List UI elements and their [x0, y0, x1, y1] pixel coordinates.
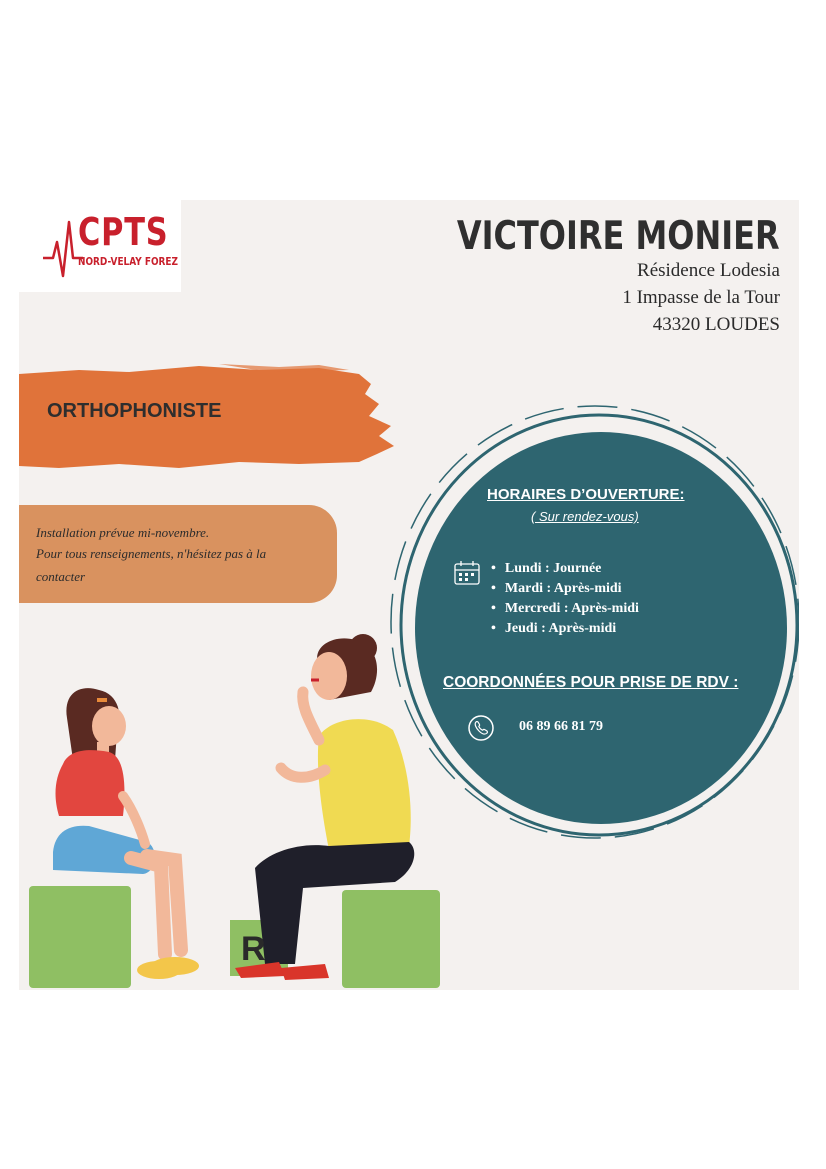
info-line-3: contacter	[36, 569, 86, 584]
phone-icon	[467, 714, 495, 742]
illustration-speech-therapy	[19, 620, 459, 990]
hours-title: HORAIRES D’OUVERTURE:	[487, 486, 685, 503]
hours-day-1: • Lundi : Journée	[491, 561, 601, 577]
cpts-logo	[19, 200, 181, 292]
hours-day-2: • Mardi : Après-midi	[491, 581, 622, 597]
address-line-3: 43320 LOUDES	[652, 314, 780, 335]
address-line-1: Résidence Lodesia	[637, 260, 780, 281]
practitioner-name: VICTOIRE MONIER	[457, 214, 780, 259]
contact-title: COORDONNÉES POUR PRISE DE RDV :	[443, 674, 739, 691]
left-cube	[29, 886, 131, 988]
specialty-label: ORTHOPHONISTE	[47, 400, 222, 422]
address-line-2: 1 Impasse de la Tour	[622, 287, 780, 308]
hours-subtitle: ( Sur rendez-vous)	[531, 509, 639, 524]
calendar-icon	[453, 560, 481, 586]
card-letter: R	[241, 930, 266, 968]
hours-day-3: • Mercredi : Après-midi	[491, 601, 639, 617]
heartbeat-icon	[43, 214, 83, 284]
right-cube	[342, 890, 440, 988]
info-line-1: Installation prévue mi-novembre.	[36, 525, 210, 540]
poster	[19, 200, 799, 990]
info-line-2: Pour tous renseignements, n'hésitez pas à la	[36, 546, 267, 561]
phone-number: 06 89 66 81 79	[519, 719, 603, 734]
logo-name: CPTS	[78, 210, 169, 254]
hours-day-4: • Jeudi : Après-midi	[491, 621, 616, 637]
logo-subtitle: NORD-VELAY FOREZ	[78, 256, 179, 268]
